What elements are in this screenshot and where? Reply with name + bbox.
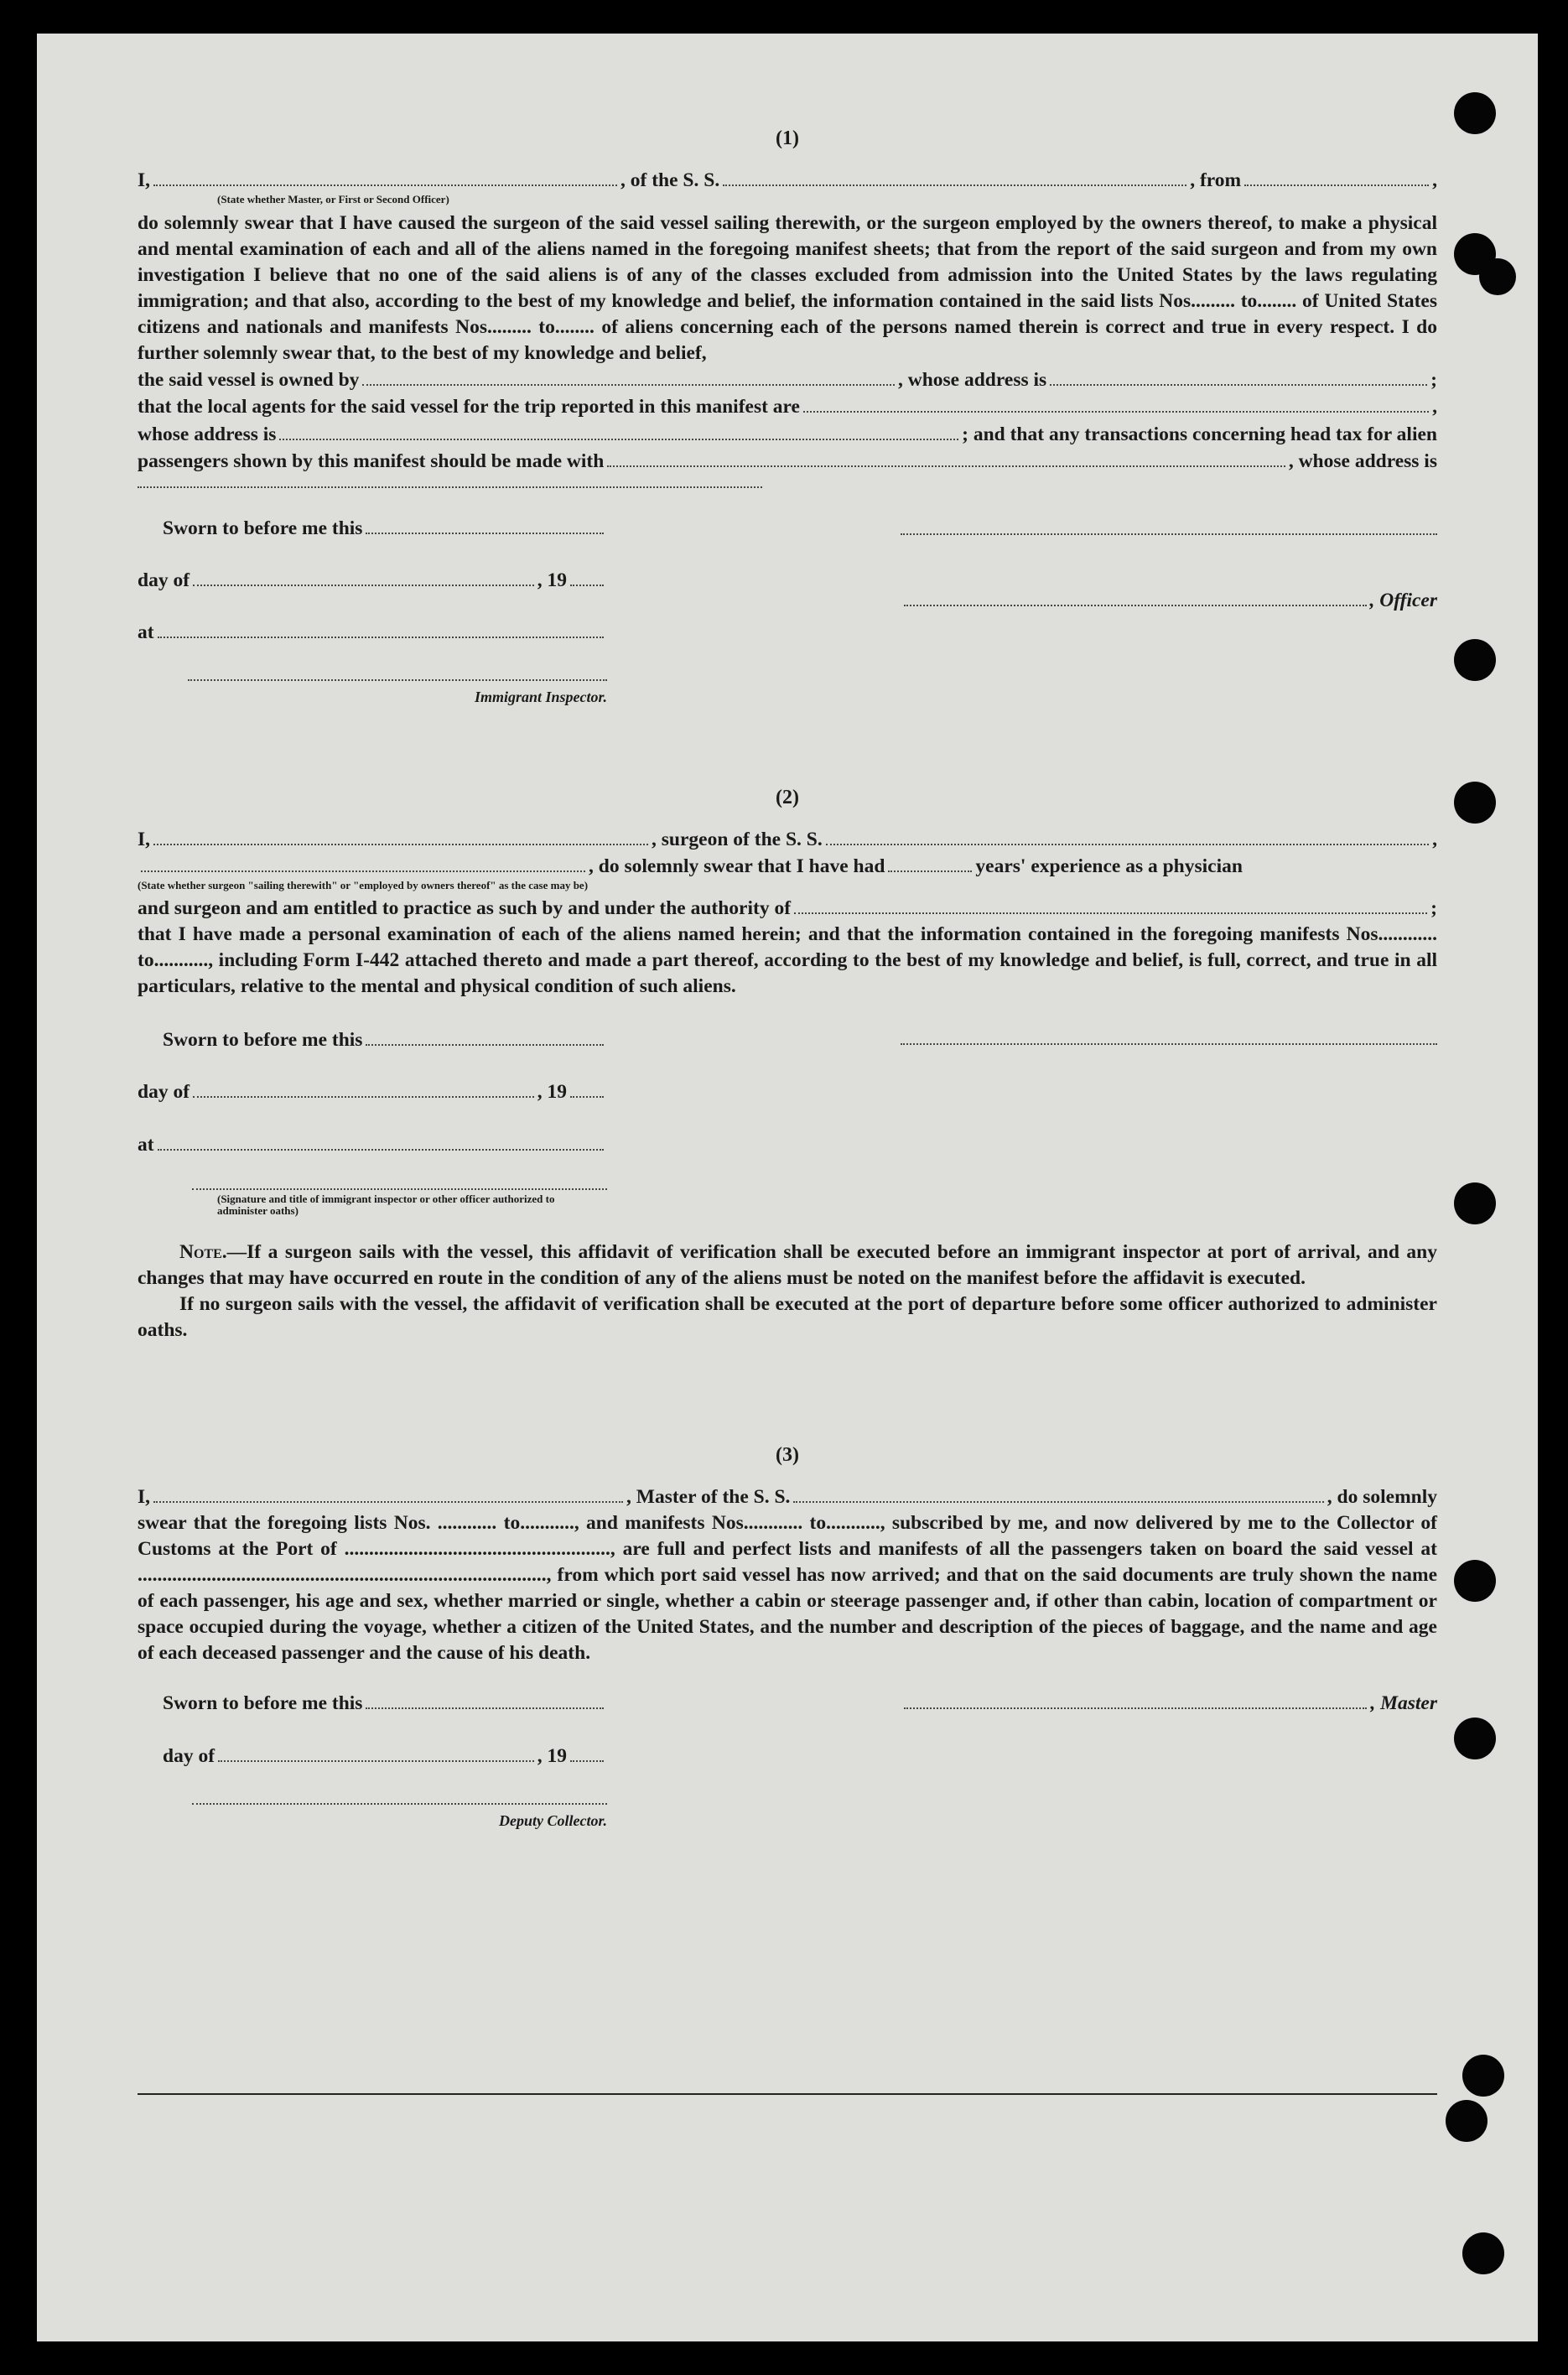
affidavit-section-2 — [138, 785, 1437, 1343]
manifest-page — [37, 34, 1538, 2341]
at-row — [138, 1130, 607, 1157]
inspector-signature-blank[interactable] — [188, 671, 607, 681]
section-number: (2) — [776, 786, 799, 808]
year-label: , 19 — [537, 1081, 567, 1104]
oath-left — [138, 1690, 607, 1833]
document-body — [138, 126, 1437, 1849]
surgeon-signature-blank[interactable] — [901, 1026, 1437, 1045]
surgeon-of-label: , surgeon of the S. S. — [652, 828, 823, 850]
binder-hole — [1454, 639, 1496, 681]
sworn-date-blank[interactable] — [366, 515, 604, 534]
surgeon-status-blank[interactable] — [141, 853, 585, 872]
day-row — [138, 1078, 607, 1105]
month-blank[interactable] — [218, 1742, 534, 1761]
section-number: (3) — [776, 1444, 799, 1467]
master-line — [138, 1484, 1437, 1510]
binder-hole — [1446, 2100, 1488, 2142]
oath-right — [901, 1026, 1437, 1045]
deputy-collector-label: Deputy Collector. — [499, 1811, 607, 1829]
bottom-rule — [138, 2093, 1437, 2095]
section2-body: that I have made a personal examination of each of the aliens named herein; and that the information contained in the foregoing manifests Nos............ to..........., including Form I-442 attached thereto and made a part thereof, according to the best of my knowledge and belief, is full, correct, and true in all particulars, relative to the mental and physical condition of such aliens. — [138, 923, 1437, 998]
day-row — [138, 567, 607, 594]
at-label: at — [138, 621, 154, 644]
officer-label: , Officer — [1369, 589, 1437, 611]
place-blank[interactable] — [158, 1130, 604, 1150]
collector-signature-blank[interactable] — [192, 1795, 607, 1805]
whose-address-label: , whose address is — [1288, 450, 1437, 472]
sworn-label: Sworn to before me this — [163, 1029, 363, 1052]
whose-address-label: whose address is — [138, 423, 277, 445]
year-label: , 19 — [537, 569, 567, 591]
officer-caption: (State whether Master, or First or Second Officer) — [217, 193, 449, 206]
master-signature-blank[interactable] — [904, 1690, 1367, 1709]
inspector-label: Immigrant Inspector. — [474, 689, 607, 706]
binder-hole — [1454, 1182, 1496, 1224]
sworn-date-blank[interactable] — [366, 1026, 604, 1046]
port-from-blank[interactable] — [1244, 167, 1429, 186]
year-blank[interactable] — [570, 1742, 604, 1761]
officer-name-blank[interactable] — [153, 167, 617, 186]
whose-address-label: , whose address is — [898, 369, 1047, 392]
semicolon: ; — [1430, 897, 1437, 920]
sworn-row — [163, 515, 607, 542]
note-1-text: —If a surgeon sails with the vessel, this affidavit of verification shall be executed before an immigrant inspector at port of arrival, and any changes that may have occurred en route in the condition of any of the aliens must be noted on the manifest before the affidavit is executed. — [138, 1241, 1437, 1290]
year-label: , 19 — [537, 1744, 567, 1767]
owner-blank[interactable] — [362, 366, 895, 386]
semicolon: ; — [1430, 369, 1437, 392]
comma: , — [1432, 828, 1437, 850]
section-number: (1) — [776, 127, 799, 149]
pronoun-i: I, — [138, 1486, 151, 1509]
day-of-label: day of — [138, 1081, 190, 1104]
sworn-date-blank[interactable] — [366, 1690, 604, 1709]
place-blank[interactable] — [158, 619, 604, 638]
agents-address-blank[interactable] — [279, 420, 958, 439]
authority-line — [138, 895, 1437, 922]
oath-left — [138, 515, 607, 710]
pronoun-i: I, — [138, 169, 151, 192]
ship-name-blank[interactable] — [723, 167, 1186, 186]
binder-hole — [1454, 92, 1496, 134]
do-solemnly-label: , do solemnly — [1327, 1486, 1437, 1509]
binder-hole — [1479, 258, 1516, 295]
binder-hole — [1454, 1560, 1496, 1602]
authority-label: and surgeon and am entitled to practice as such by and under the authority of — [138, 897, 792, 920]
year-blank[interactable] — [570, 1078, 604, 1098]
officer-line — [138, 167, 1437, 194]
oath-block-1 — [138, 515, 1437, 708]
note-label: Note. — [179, 1241, 227, 1264]
ship-name-blank[interactable] — [826, 826, 1429, 845]
day-row — [163, 1742, 607, 1769]
signature-caption: (Signature and title of immigrant inspector or other officer authorized to administer oaths) — [217, 1192, 555, 1217]
experience-line — [138, 853, 1437, 880]
section1-body: do solemnly swear that I have caused the surgeon of the said vessel sailing therewith, or the surgeon employed by the owners thereof, to make a physical and mental examination of each and all of the aliens named in the foregoing manifest sheets; that from the report of the said surgeon and from my own investigation I believe that no one of the said aliens is of any of the classes excluded from admission into the United States by the laws regulating immigration; and that also, according to the best of my knowledge and belief, the information contained in the said lists Nos......... to........ of United States citizens and nationals and manifests Nos......... to........ of aliens concerning each of the persons named therein is correct and true in every respect. I do further solemnly swear that, to the best of my knowledge and belief, — [138, 212, 1437, 365]
comma: , — [1432, 169, 1437, 192]
binder-hole — [1454, 782, 1496, 824]
surgeon-line — [138, 826, 1437, 853]
day-of-label: day of — [163, 1744, 215, 1767]
master-name-blank[interactable] — [153, 1484, 623, 1503]
officer-title-blank[interactable] — [904, 587, 1367, 606]
at-label: at — [138, 1133, 154, 1156]
note-2: If no surgeon sails with the vessel, the affidavit of verification shall be executed at the port of departure before some officer authorized to administer oaths. — [138, 1293, 1437, 1342]
oath-right — [901, 515, 1437, 614]
master-signature-row — [901, 1690, 1437, 1717]
surgeon-name-blank[interactable] — [153, 826, 648, 845]
pronoun-i: I, — [138, 828, 151, 850]
years-label: years' experience as a physician — [975, 855, 1243, 877]
authority-blank[interactable] — [794, 895, 1427, 914]
of-ss-label: , of the S. S. — [620, 169, 720, 192]
officer-signature-blank[interactable] — [192, 1183, 607, 1190]
agents-blank[interactable] — [803, 393, 1429, 413]
binder-hole — [1462, 2232, 1504, 2274]
oath-right — [901, 1690, 1437, 1717]
surgeon-caption: (State whether surgeon "sailing therewith" or "employed by owners thereof" as the case may be) — [138, 878, 589, 891]
comma: , — [1432, 396, 1437, 418]
owner-address-blank[interactable] — [1050, 366, 1427, 386]
head-tax-agent-blank[interactable] — [607, 448, 1285, 467]
year-blank[interactable] — [570, 567, 604, 586]
local-agents-label: that the local agents for the said vessel for the trip reported in this manifest are — [138, 396, 800, 418]
address-continuation-blank[interactable] — [138, 475, 762, 488]
oath-block-3 — [138, 1690, 1437, 1849]
owner-line — [138, 366, 1437, 393]
passengers-line — [138, 448, 1437, 475]
master-label: , Master — [1370, 1692, 1437, 1715]
binder-hole — [1462, 2055, 1504, 2097]
note-1 — [138, 1239, 1437, 1291]
officer-signature-blank[interactable] — [901, 515, 1437, 535]
sworn-row — [163, 1026, 607, 1053]
affidavit-section-1 — [138, 126, 1437, 708]
agents-line — [138, 393, 1437, 420]
oath-block-2 — [138, 1026, 1437, 1236]
agents-address-line — [138, 420, 1437, 447]
do-solemnly-label: , do solemnly swear that I have had — [589, 855, 885, 877]
passengers-label: passengers shown by this manifest should be made with — [138, 450, 605, 472]
officer-row — [901, 587, 1437, 614]
years-blank[interactable] — [888, 853, 972, 872]
master-of-label: , Master of the S. S. — [626, 1486, 791, 1509]
oath-left — [138, 1026, 607, 1216]
from-label: , from — [1190, 169, 1242, 192]
sworn-label: Sworn to before me this — [163, 1692, 363, 1715]
affidavit-section-3 — [138, 1442, 1437, 1849]
month-blank[interactable] — [193, 1078, 534, 1098]
head-tax-label: ; and that any transactions concerning head tax for alien — [962, 423, 1437, 445]
month-blank[interactable] — [193, 567, 534, 586]
sworn-row — [163, 1690, 607, 1717]
owned-by-label: the said vessel is owned by — [138, 369, 360, 392]
section3-body: swear that the foregoing lists Nos. ............ to..........., and manifests Nos............ to..........., subscribed by me, and now delivered by me to the Collector of Customs at the Port of ......................................................, are full and perfect lists and manifests of all the passengers taken on board the said vessel at ..................................................................................., from which port said vessel has now arrived; and that on the said documents are truly shown the name of each passenger, his age and sex, whether married or single, whether a cabin or steerage passenger and, if other than cabin, location of compartment or space occupied during the voyage, whether a citizen of the United States, and the number and description of the pieces of baggage, and the name and age of each deceased passenger and the cause of his death. — [138, 1512, 1437, 1665]
at-row — [138, 619, 607, 646]
ship-name-blank[interactable] — [793, 1484, 1323, 1503]
binder-hole — [1454, 1718, 1496, 1759]
sworn-label: Sworn to before me this — [163, 517, 363, 539]
day-of-label: day of — [138, 569, 190, 591]
